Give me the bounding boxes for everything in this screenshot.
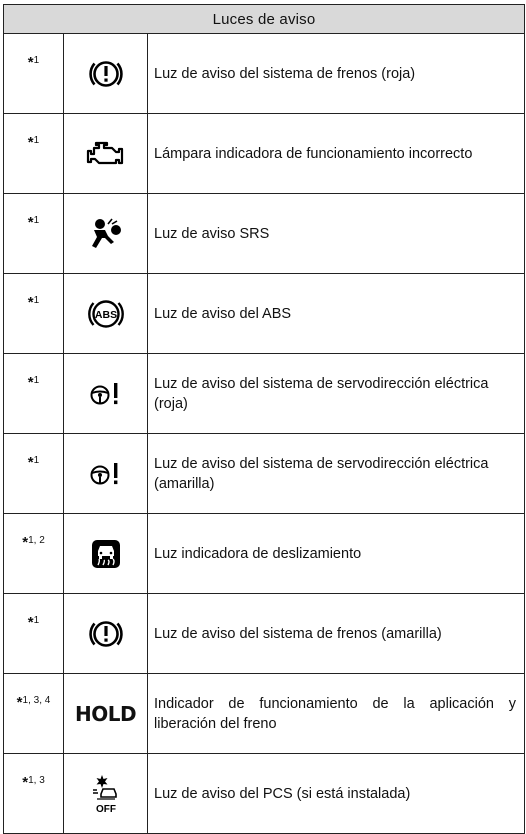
table-row: [4, 354, 525, 434]
footnote-ref: *$^1$: [4, 594, 64, 674]
brake-warning-red-icon: [64, 34, 148, 114]
description: Luz de aviso del sistema de servodirección eléctrica (amarilla): [148, 434, 525, 514]
table-row: [4, 594, 525, 674]
footnote-ref: *$^1$: [4, 34, 64, 114]
slip-indicator-icon: [64, 514, 148, 594]
description: Luz de aviso del ABS: [148, 274, 525, 354]
footnote-ref: *$^1$: [4, 114, 64, 194]
description: Lámpara indicadora de funcionamiento incorrecto: [148, 114, 525, 194]
table-row: [4, 754, 525, 834]
description: Luz de aviso del PCS (si está instalada): [148, 754, 525, 834]
table-row: [4, 274, 525, 354]
table-row: [4, 674, 525, 754]
table-row: [4, 114, 525, 194]
srs-airbag-icon: [64, 194, 148, 274]
footnote-ref: *$^1$: [4, 274, 64, 354]
table-row: [4, 434, 525, 514]
pcs-off-label: OFF: [95, 803, 116, 815]
hold-icon: [64, 674, 148, 754]
warning-lights-table-container: [3, 4, 524, 834]
footnote-ref: *$^{1, 3}$: [4, 754, 64, 834]
power-steering-red-icon: [64, 354, 148, 434]
hold-icon-label: HOLD: [74, 701, 137, 726]
footnote-ref: *$^{1, 2}$: [4, 514, 64, 594]
brake-warning-amber-icon: [64, 594, 148, 674]
warning-lights-table: [3, 4, 525, 834]
footnote-ref: *$^1$: [4, 434, 64, 514]
description: Luz de aviso SRS: [148, 194, 525, 274]
description: Luz indicadora de deslizamiento: [148, 514, 525, 594]
footnote-ref: *$^1$: [4, 354, 64, 434]
description: Luz de aviso del sistema de frenos (amarilla): [148, 594, 525, 674]
description: Luz de aviso del sistema de servodirección eléctrica (roja): [148, 354, 525, 434]
table-row: [4, 194, 525, 274]
table-row: [4, 34, 525, 114]
table-header: Luces de aviso: [4, 5, 525, 34]
abs-icon: [64, 274, 148, 354]
pcs-off-icon: [64, 754, 148, 834]
table-row: [4, 514, 525, 594]
footnote-ref: *$^1$: [4, 194, 64, 274]
check-engine-icon: [64, 114, 148, 194]
footnote-ref: *$^{1, 3, 4}$: [4, 674, 64, 754]
description: Luz de aviso del sistema de frenos (roja): [148, 34, 525, 114]
abs-icon-label: ABS: [94, 308, 117, 321]
description: Indicador de funcionamiento de la aplicación y liberación del freno: [148, 674, 525, 754]
power-steering-amber-icon: [64, 434, 148, 514]
